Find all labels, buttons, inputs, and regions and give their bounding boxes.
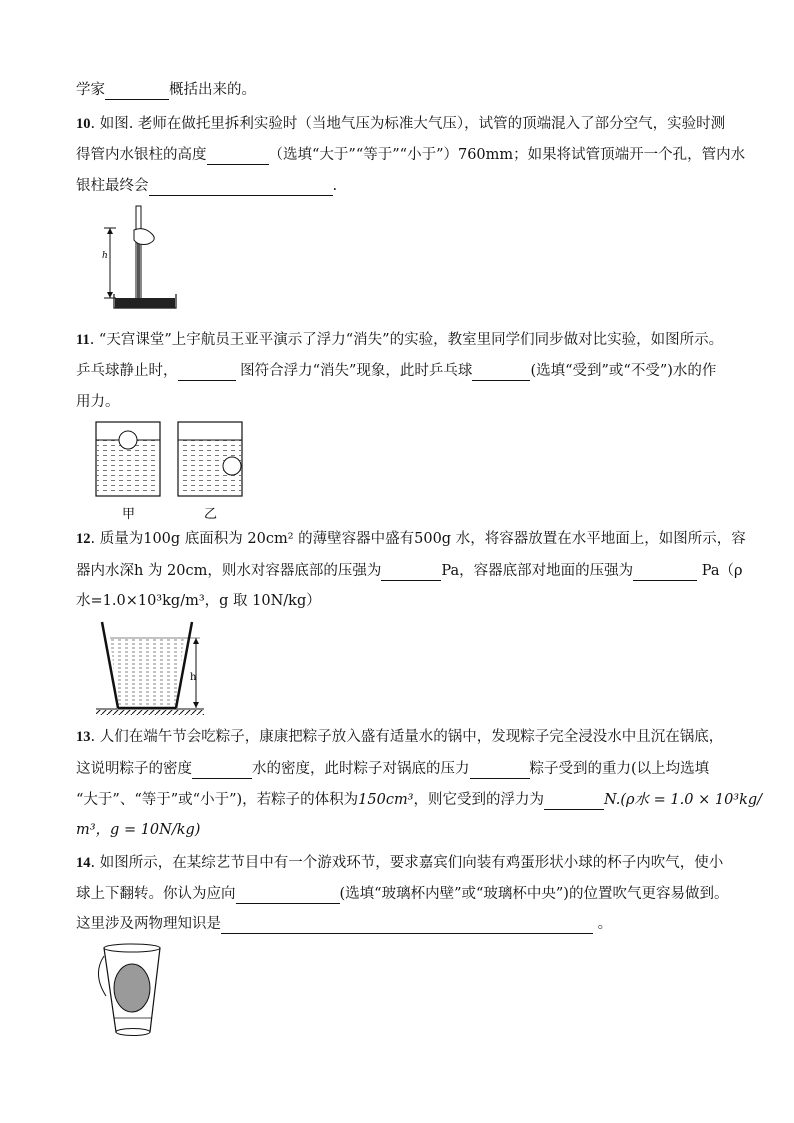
- q12-line-1: [76, 529, 746, 549]
- answer-blank[interactable]: [149, 179, 333, 196]
- q14-text: . 如图所示，在某综艺节目中有一个游戏环节，要求嘉宾们向装有鸡蛋形状小球的杯子内吹气，使小: [90, 855, 724, 871]
- question-number: 11: [76, 332, 90, 348]
- q14-text: (选填“玻璃杯内壁”或“玻璃杯中央”)的位置吹气更容易做到。: [339, 886, 729, 902]
- q10-text: （选填“大于”“等于”“小于”）760mm；如果将试管顶端开一个孔，管内水: [268, 147, 746, 163]
- q13-text: . 人们在端午节会吃粽子，康康把粽子放入盛有适量水的锅中，发现粽子完全浸没水中且沉在锅底，: [90, 729, 724, 745]
- torricelli-figure: [96, 200, 186, 310]
- q11-text: 图符合浮力“消失”现象，此时乒乓球: [235, 363, 473, 379]
- q13-text: 这说明粽子的密度: [76, 761, 192, 777]
- q12-text: . 质量为100g 底面积为 20cm² 的薄壁容器中盛有500g 水，将容器放置在水平地面上，如图所示，容: [90, 531, 746, 547]
- q14-line-2: [76, 884, 728, 904]
- q13-text: 粽子受到的重力(以上均选填: [529, 761, 710, 777]
- q13-text: ，则它受到的浮力为: [413, 792, 544, 808]
- q12-text: Pa，容器底部对地面的压强为: [441, 563, 634, 579]
- ground: [96, 710, 204, 715]
- container-figure: [96, 618, 206, 718]
- q12-line-2: [76, 561, 743, 581]
- q11-text: (选填“受到”或“不受”)水的作: [530, 363, 717, 379]
- egg-ball: [114, 964, 150, 1012]
- question-number: 13: [76, 729, 91, 745]
- q11-line-1: [76, 330, 723, 350]
- q14-text: 球上下翻转。你认为应向: [76, 886, 236, 902]
- q14-text: 。: [593, 916, 613, 932]
- answer-blank[interactable]: [381, 564, 441, 581]
- q13-text: 水的密度，此时粽子对锅底的压力: [252, 761, 470, 777]
- label-jia: 甲: [122, 507, 136, 522]
- q9-text-post: 概括出来的。: [169, 82, 256, 98]
- q14-line-1: [76, 853, 723, 873]
- height-label: h: [102, 251, 108, 261]
- q11-text: 乒乓球静止时，: [76, 363, 178, 379]
- q13-line-4: [76, 820, 200, 840]
- q13-line-3: [76, 790, 762, 810]
- answer-blank[interactable]: [472, 364, 530, 381]
- answer-blank[interactable]: [544, 793, 604, 810]
- answer-blank[interactable]: [470, 762, 530, 779]
- q10-text: 得管内水银柱的高度: [76, 147, 207, 163]
- q10-line-3: [76, 176, 337, 196]
- answer-blank[interactable]: [178, 364, 236, 381]
- cup-handle: [98, 956, 106, 996]
- label-yi: 乙: [204, 507, 218, 522]
- mercury-pool: [115, 298, 175, 308]
- q9-text-pre: 学家: [76, 82, 105, 98]
- q13-text: “大于”、“等于”或“小于”)，若粽子的体积为: [76, 792, 359, 808]
- answer-blank[interactable]: [221, 917, 593, 934]
- q13-line-2: [76, 759, 709, 779]
- q12-text: 水=1.0×10³kg/m³，g 取 10N/kg）: [76, 593, 321, 609]
- water: [110, 638, 184, 708]
- q12-text: 器内水深h 为 20cm，则水对容器底部的压强为: [76, 563, 382, 579]
- q12-line-3: [76, 591, 321, 611]
- q13-line-1: [76, 727, 723, 747]
- answer-blank[interactable]: [633, 564, 697, 581]
- answer-blank[interactable]: [192, 762, 252, 779]
- ping-pong-ball: [119, 431, 137, 449]
- q10-line-2: [76, 145, 745, 165]
- q11-line-2: [76, 361, 716, 381]
- q10-line-1: [76, 114, 725, 134]
- q11-text: . “天宫课堂”上宇航员王亚平演示了浮力“消失”的实验，教室里同学们同步做对比实验，如图所示。: [89, 332, 724, 348]
- height-label: h: [190, 672, 197, 683]
- q14-text: 这里涉及两物理知识是: [76, 916, 221, 932]
- cup-egg-figure: [94, 942, 174, 1042]
- q9-line: [76, 80, 256, 100]
- answer-blank[interactable]: [105, 83, 169, 100]
- question-number: 12: [76, 531, 91, 547]
- q10-text: .: [332, 178, 338, 194]
- volume-value: 150cm³: [358, 792, 414, 808]
- q11-text: 用力。: [76, 394, 120, 410]
- q12-text: Pa（ρ: [697, 563, 743, 579]
- hand-icon: [134, 229, 154, 245]
- answer-blank[interactable]: [207, 148, 269, 165]
- ping-pong-figure: [94, 418, 254, 522]
- density-formula: N.(ρ水 = 1.0 × 10³kg/: [604, 792, 763, 808]
- q14-line-3: [76, 914, 612, 934]
- question-number: 14: [76, 855, 91, 871]
- ping-pong-ball: [223, 457, 241, 475]
- q10-text: 银柱最终会: [76, 178, 149, 194]
- question-number: 10: [76, 116, 91, 132]
- q11-line-3: [76, 392, 120, 412]
- q13-formula: m³，g = 10N/kg): [76, 822, 201, 838]
- answer-blank[interactable]: [236, 887, 340, 904]
- q10-text: . 如图. 老师在做托里拆利实验时（当地气压为标准大气压），试管的顶端混入了部分空气，实验时测: [90, 116, 726, 132]
